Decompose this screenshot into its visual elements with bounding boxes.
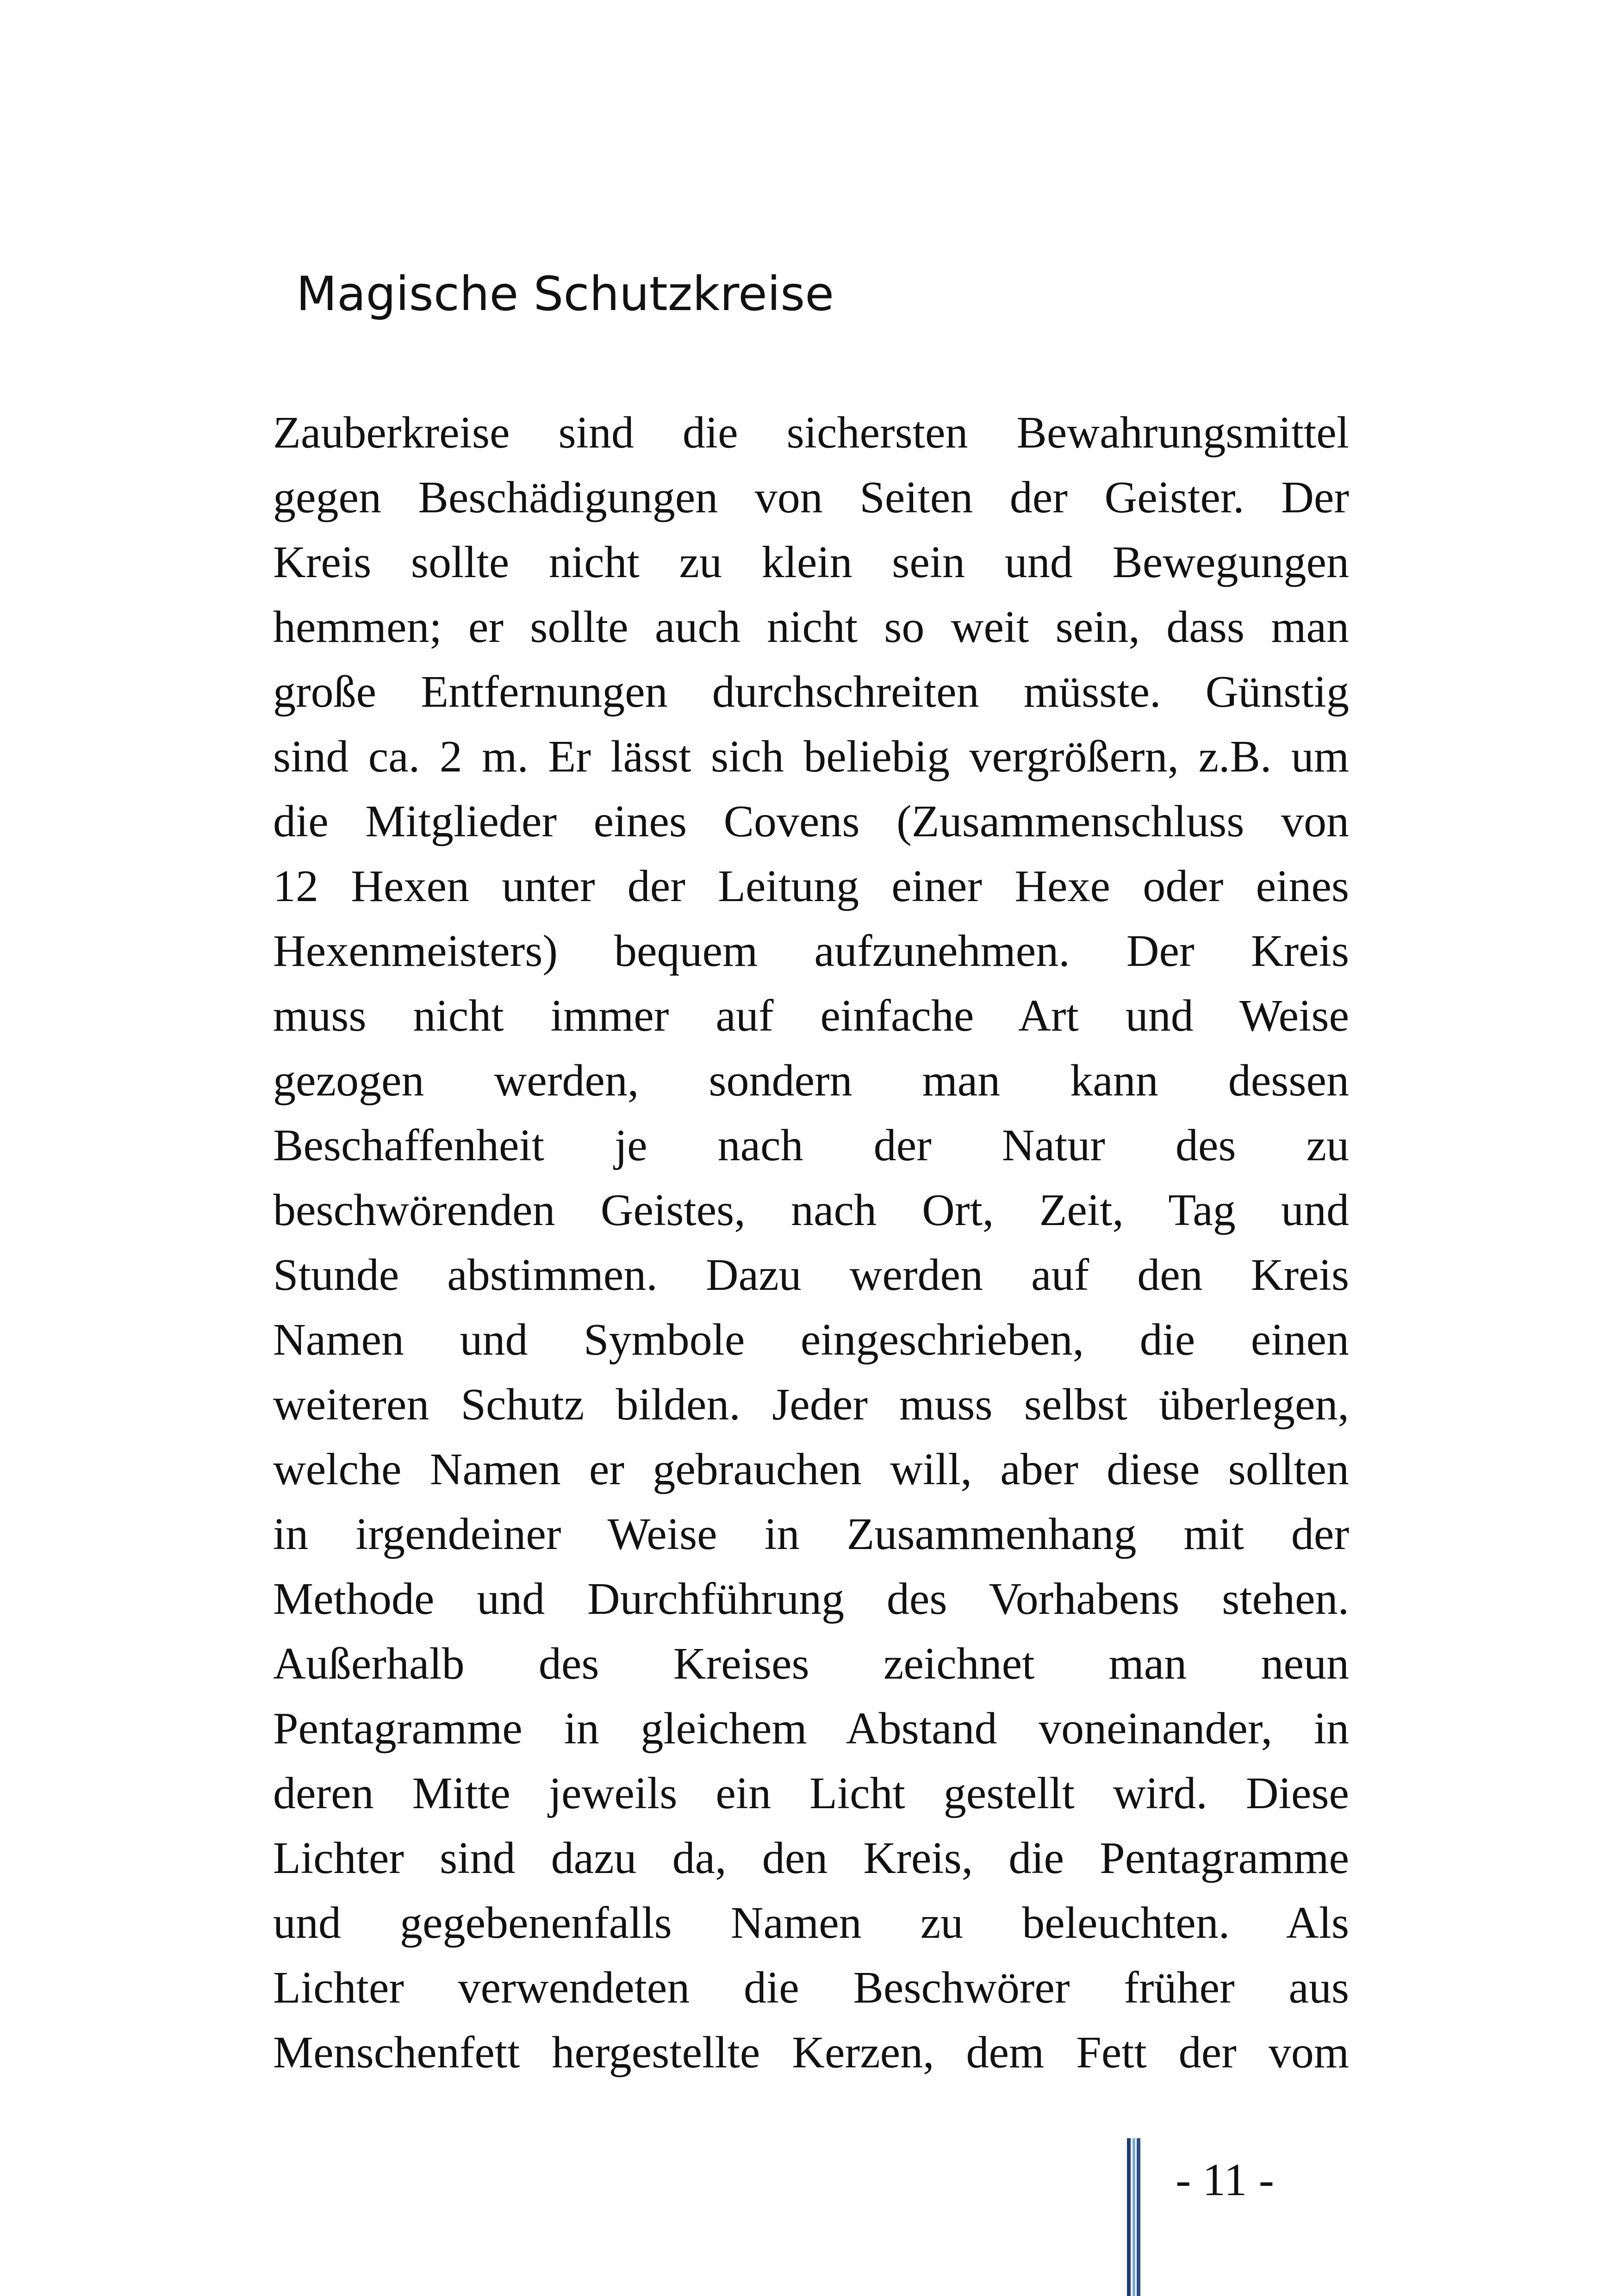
text-line: hemmen; er sollte auch nicht so weit sein, dass man bbox=[273, 602, 1349, 652]
text-line: muss nicht immer auf einfache Art und Weise bbox=[273, 991, 1349, 1041]
text-line: die Mitglieder eines Covens (Zusammenschluss von bbox=[273, 796, 1349, 846]
text-line: 12 Hexen unter der Leitung einer Hexe oder eines bbox=[273, 861, 1349, 911]
body-text bbox=[273, 400, 1349, 2085]
text-line: große Entfernungen durchschreiten müsste. Günstig bbox=[273, 667, 1349, 717]
footer-rule bbox=[1127, 2138, 1142, 2296]
footer-rule-bar bbox=[1137, 2138, 1140, 2296]
text-line: welche Namen er gebrauchen will, aber diese sollten bbox=[273, 1444, 1349, 1494]
text-line: gezogen werden, sondern man kann dessen bbox=[273, 1056, 1349, 1106]
text-line: Beschaffenheit je nach der Natur des zu bbox=[273, 1120, 1349, 1170]
text-line: Hexenmeisters) bequem aufzunehmen. Der Kreis bbox=[273, 926, 1349, 976]
text-line: Zauberkreise sind die sichersten Bewahrungsmittel bbox=[273, 408, 1349, 458]
text-line: Außerhalb des Kreises zeichnet man neun bbox=[273, 1639, 1349, 1689]
page-title: Magische Schutzkreise bbox=[296, 267, 834, 322]
text-line: und gegebenenfalls Namen zu beleuchten. Als bbox=[273, 1898, 1349, 1948]
text-line: gegen Beschädigungen von Seiten der Geister. Der bbox=[273, 473, 1349, 523]
text-line: Menschenfett hergestellte Kerzen, dem Fett der vom bbox=[273, 2028, 1349, 2078]
footer-rule-bar bbox=[1133, 2138, 1135, 2296]
footer-rule-bar bbox=[1127, 2138, 1131, 2296]
text-line: sind ca. 2 m. Er lässt sich beliebig vergrößern, z.B. um bbox=[273, 732, 1349, 782]
text-line: deren Mitte jeweils ein Licht gestellt wird. Diese bbox=[273, 1768, 1349, 1818]
text-line: Lichter sind dazu da, den Kreis, die Pentagramme bbox=[273, 1833, 1349, 1883]
text-line: Lichter verwendeten die Beschwörer früher aus bbox=[273, 1963, 1349, 2013]
text-line: Pentagramme in gleichem Abstand voneinander, in bbox=[273, 1704, 1349, 1754]
text-line: Stunde abstimmen. Dazu werden auf den Kreis bbox=[273, 1250, 1349, 1300]
text-line: Namen und Symbole eingeschrieben, die einen bbox=[273, 1315, 1349, 1365]
text-line: beschwörenden Geistes, nach Ort, Zeit, Tag und bbox=[273, 1185, 1349, 1235]
text-line: in irgendeiner Weise in Zusammenhang mit der bbox=[273, 1509, 1349, 1559]
text-line: Methode und Durchführung des Vorhabens stehen. bbox=[273, 1574, 1349, 1624]
page-number: - 11 - bbox=[1176, 2154, 1274, 2205]
text-line: Kreis sollte nicht zu klein sein und Bewegungen bbox=[273, 537, 1349, 587]
text-line: weiteren Schutz bilden. Jeder muss selbst überlegen, bbox=[273, 1380, 1349, 1430]
